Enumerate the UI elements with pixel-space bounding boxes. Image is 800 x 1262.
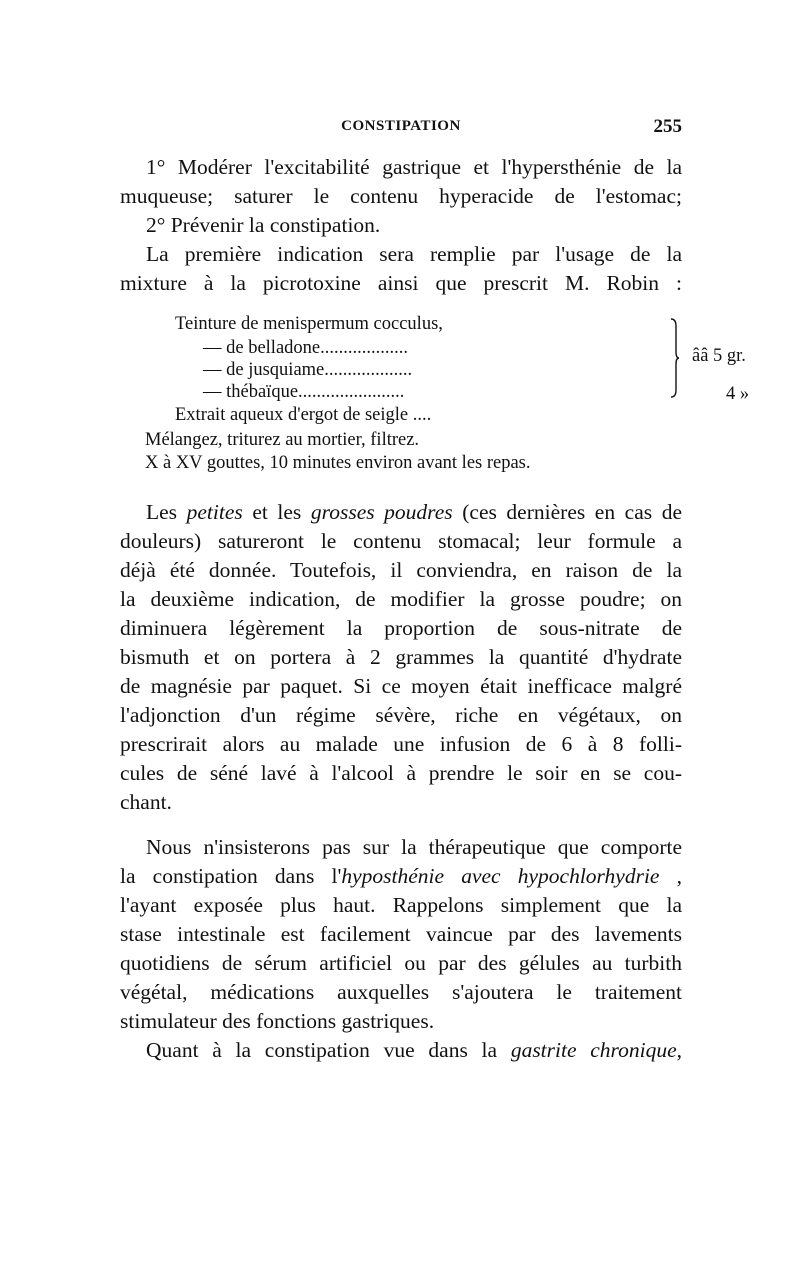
page-number: 255 <box>653 116 682 137</box>
italic-term: grosses poudres <box>310 500 453 524</box>
formula-row: — de belladone................... <box>203 338 408 358</box>
text-line: stase intestinale est facilement vaincue par des lavements <box>120 922 682 946</box>
text-line: quotidiens de sérum artificiel ou par des gélules au turbith <box>120 951 682 975</box>
text-line: muqueuse; saturer le contenu hyperacide de l'estomac; <box>120 184 682 208</box>
text-line: 1° Modérer l'excitabilité gastrique et l'hypersthénie de la <box>146 155 682 179</box>
text-line: la deuxième indication, de modifier la grosse poudre; on <box>120 587 682 611</box>
running-title: CONSTIPATION <box>341 118 461 134</box>
page-header <box>120 118 682 140</box>
dose-ergot: 4 » <box>726 384 750 404</box>
text-line: prescrirait alors au malade une infusion de 6 à 8 folli- <box>120 732 682 756</box>
text-run: , <box>676 1038 682 1062</box>
text-line: l'ayant exposée plus haut. Rappelons simplement que la <box>120 893 682 917</box>
text-line <box>120 862 682 891</box>
text-run: la constipation dans l' <box>120 864 342 888</box>
text-line: chant. <box>120 790 172 814</box>
text-line: cules de séné lavé à l'alcool à prendre le soir en se cou- <box>120 761 682 785</box>
instruction-line: Mélangez, triturez au mortier, filtrez. <box>145 430 420 450</box>
text-line: 2° Prévenir la constipation. <box>146 213 381 237</box>
text-line <box>120 1036 682 1065</box>
instruction-line: X à XV gouttes, 10 minutes environ avant les repas. <box>145 453 531 473</box>
curly-brace-icon <box>670 318 680 398</box>
formula-row: — de jusquiame................... <box>203 360 413 380</box>
text-line: La première indication sera remplie par l'usage de la <box>146 242 682 266</box>
italic-term: hyposthénie avec hypochlorhydrie <box>341 864 660 888</box>
text-line: l'adjonction d'un régime sévère, riche en végétaux, on <box>120 703 682 727</box>
text-run: , <box>659 864 683 888</box>
dose-group: ââ 5 gr. <box>692 346 746 366</box>
text-line: douleurs) satureront le contenu stomacal; leur formule a <box>120 529 682 553</box>
text-line: stimulateur des fonctions gastriques. <box>120 1009 435 1033</box>
text-line: de magnésie par paquet. Si ce moyen était inefficace malgré <box>120 674 682 698</box>
text-line <box>120 498 682 527</box>
formula-row: Teinture de menispermum cocculus, <box>175 314 443 334</box>
text-line: diminuera légèrement la proportion de sous-nitrate de <box>120 616 682 640</box>
text-run: et les <box>242 500 311 524</box>
italic-term: gastrite chronique <box>510 1038 677 1062</box>
text-line: déjà été donnée. Toutefois, il conviendra, en raison de la <box>120 558 682 582</box>
formula-row: — thébaïque....................... <box>203 382 405 402</box>
text-line: Nous n'insisterons pas sur la thérapeutique que comporte <box>146 835 682 859</box>
text-line: végétal, médications auxquelles s'ajoutera le traitement <box>120 980 682 1004</box>
text-run: Quant à la constipation vue dans la <box>146 1038 511 1062</box>
italic-term: petites <box>186 500 243 524</box>
text-line: mixture à la picrotoxine ainsi que prescrit M. Robin : <box>120 271 682 295</box>
formula-row: Extrait aqueux d'ergot de seigle .... <box>175 405 432 425</box>
text-line: bismuth et on portera à 2 grammes la quantité d'hydrate <box>120 645 682 669</box>
text-run: (ces dernières en cas de <box>452 500 682 524</box>
text-run: Les <box>146 500 187 524</box>
